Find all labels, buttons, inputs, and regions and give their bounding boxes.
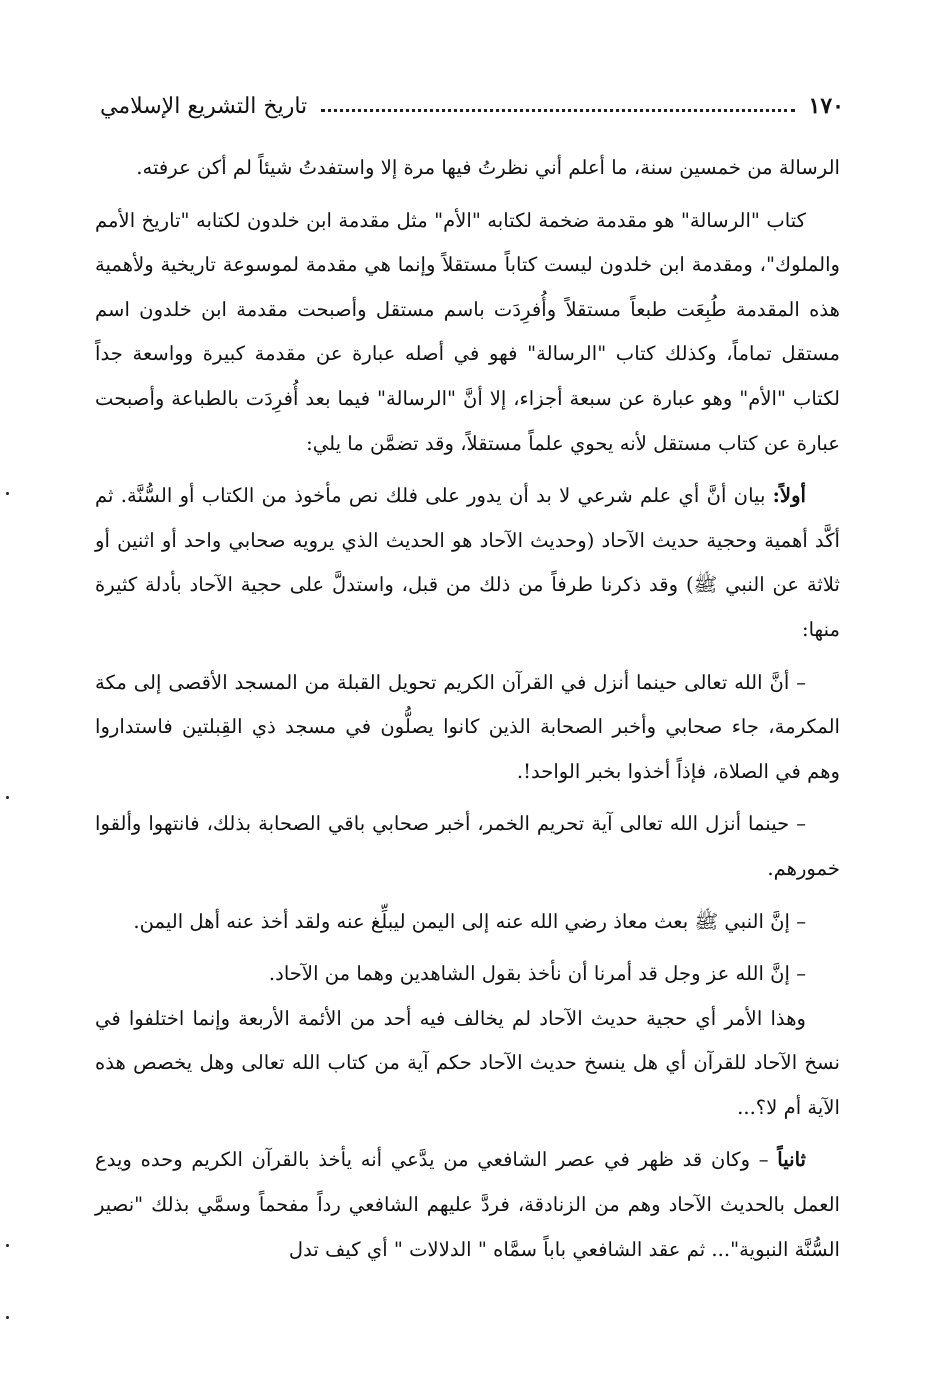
list-item: – حينما أنزل الله تعالى آية تحريم الخمر، أخبر صحابي باقي الصحابة بذلك، فانتهوا وألقوا خمورهم.: [95, 812, 840, 880]
page-body: [95, 146, 840, 1272]
running-title: تاريخ التشريع الإسلامي: [100, 93, 308, 119]
paragraph: وهذا الأمر أي حجية حديث الآحاد لم يخالف فيه أحد من الأئمة الأربعة وإنما اختلفوا في نسخ الآحاد للقرآن أي هل ينسخ حديث الآحاد حكم آية من كتاب الله تعالى وهل يخصص هذه الآية أم لا؟...: [95, 1006, 840, 1119]
scan-speck: [6, 796, 9, 799]
header-dotted-leader: [321, 109, 794, 112]
page-header: [100, 86, 844, 126]
scan-speck: [6, 1316, 9, 1319]
paragraph-text: بيان أنَّ أي علم شرعي لا بد أن يدور على فلك نص مأخوذ من الكتاب أو السُّنَّة. ثم أكَّد أهمية وحجية حديث الآحاد (وحديث الآحاد هو الحديث الذي يرويه صحابي واحد أو اثنين أو ثلاثة عن النبي ﷺ) وقد ذكرنا طرفاً من ذلك من قبل، واستدلَّ على حجية الآحاد بأدلة كثيرة منها:: [95, 484, 840, 641]
page-number: ١٧٠: [808, 93, 844, 119]
paragraph: كتاب "الرسالة" هو مقدمة ضخمة لكتابه "الأم" مثل مقدمة ابن خلدون لكتابه "تاريخ الأمم والملوك"، ومقدمة ابن خلدون ليست كتاباً مستقلاً وإنما هي مقدمة لموسوعة تاريخية ولأهمية هذه المقدمة طُبِعَت طبعاً مستقلاً وأُفرِدَت باسم مستقل وأصبحت مقدمة ابن خلدون اسم مستقل تماماً، وكذلك كتاب "الرسالة" فهو في أصله عبارة عن مقدمة كبيرة وواسعة جداً لكتاب "الأم" وهو عبارة عن سبعة أجزاء، إلا أنَّ "الرسالة" فيما بعد أُفرِدَت بالطباعة وأصبحت عبارة عن كتاب مستقل لأنه يحوي علماً مستقلاً، وقد تضمَّن ما يلي:: [95, 208, 840, 455]
paragraph-text: – وكان قد ظهر في عصر الشافعي من يدَّعي أنه يأخذ بالقرآن الكريم وحده ويدع العمل بالحديث الآحاد وهم من الزنادقة، فردَّ عليهم الشافعي رداً مفحماً وسمَّي بذلك "نصير السُّنَّة النبوية"... ثم عقد الشافعي باباً سمَّاه " الدلالات " أي كيف تدل: [95, 1148, 840, 1261]
list-item: – إنَّ النبي ﷺ بعث معاذ رضي الله عنه إلى اليمن ليبلِّغ عنه ولقد أخذ عنه أهل اليمن.: [133, 909, 806, 933]
point-lead: أولاً:: [772, 484, 806, 508]
paragraph: [95, 1138, 840, 1272]
list-item: – أنَّ الله تعالى حينما أنزل في القرآن الكريم تحويل القبلة من المسجد الأقصى إلى مكة المكرمة، جاء صحابي وأخبر الصحابة الذين كانوا يصلُّون في مسجد ذي القِبلتين فاستداروا وهم في الصلاة، فإذاً أخذوا بخبر الواحد!.: [95, 670, 840, 783]
paragraph: [95, 474, 840, 652]
paragraph: الرسالة من خمسين سنة، ما أعلم أني نظرتُ فيها مرة إلا واستفدتُ شيئاً لم أكن عرفته.: [136, 156, 840, 179]
point-lead: ثانياً: [777, 1148, 806, 1172]
scan-speck: [6, 492, 9, 495]
scan-speck: [6, 1244, 9, 1247]
list-item: – إنَّ الله عز وجل قد أمرنا أن نأخذ بقول الشاهدين وهما من الآحاد.: [268, 962, 806, 986]
